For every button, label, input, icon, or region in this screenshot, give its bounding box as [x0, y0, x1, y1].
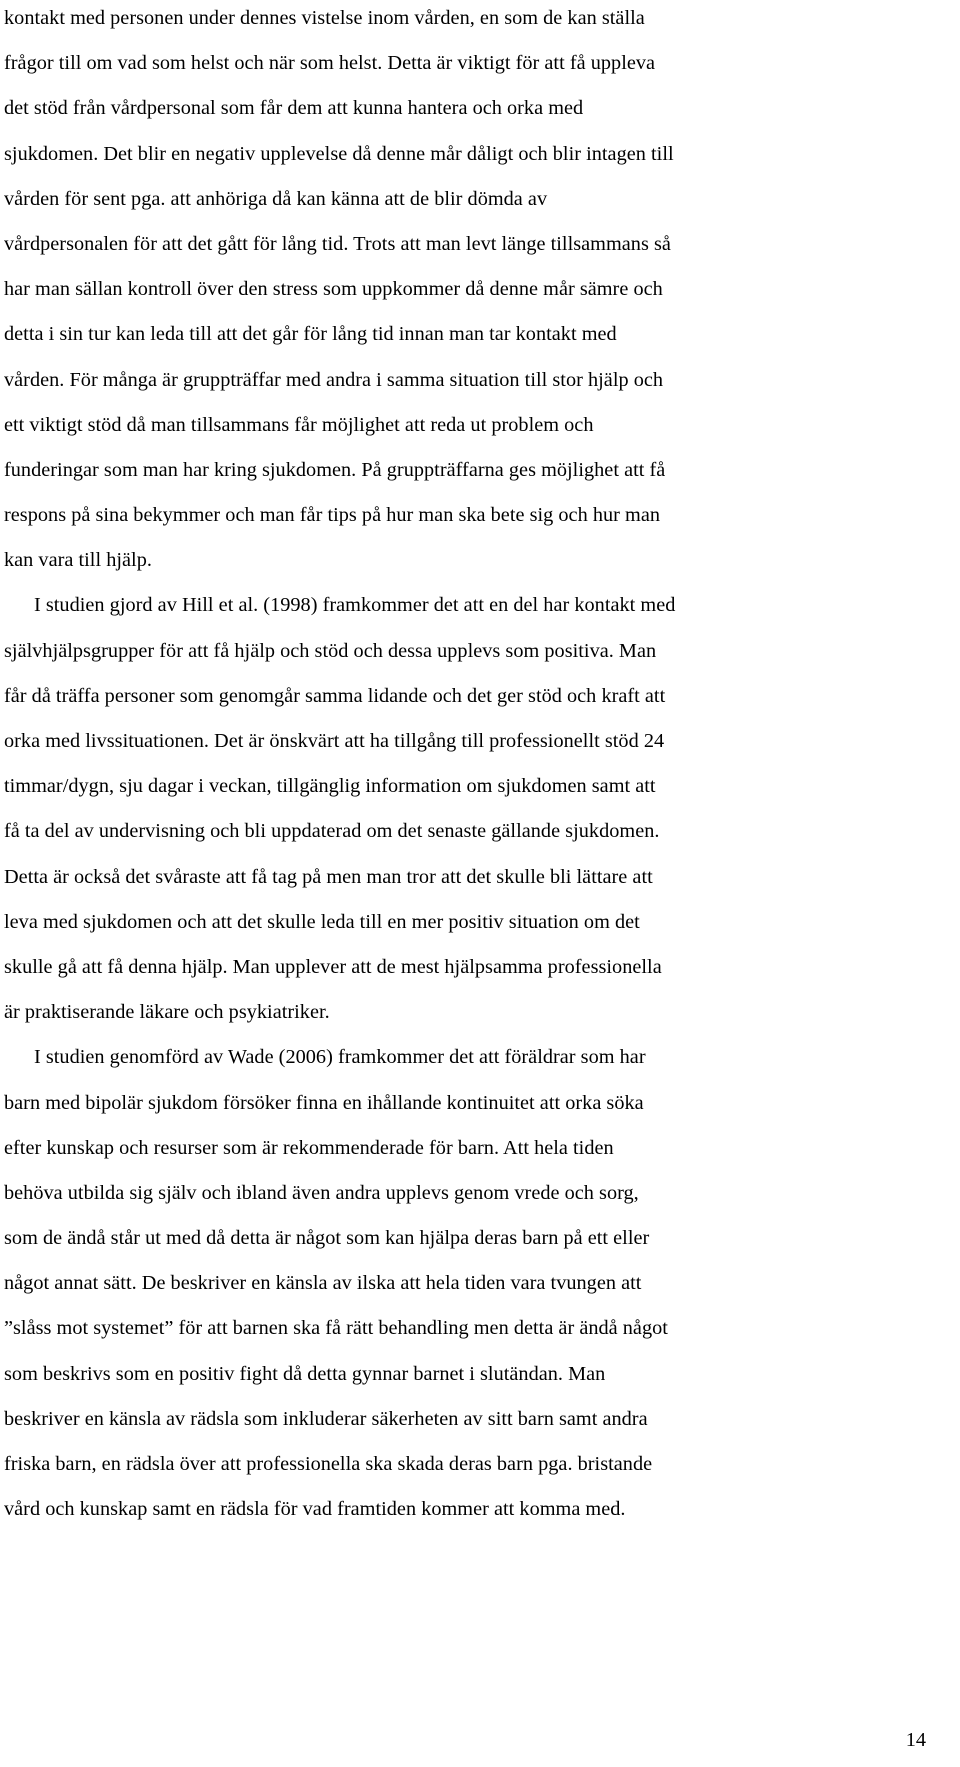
text-line: självhjälpsgrupper för att få hjälp och stöd och dessa upplevs som positiva. Man	[4, 639, 657, 662]
text-line: får då träffa personer som genomgår samma lidande och det ger stöd och kraft att	[4, 684, 666, 707]
text-line: leva med sjukdomen och att det skulle leda till en mer positiv situation om det	[4, 910, 640, 933]
text-line: ”slåss mot systemet” för att barnen ska få rätt behandling men detta är ändå något	[4, 1317, 668, 1340]
text-line: något annat sätt. De beskriver en känsla av ilska att hela tiden vara tvungen att	[4, 1272, 642, 1295]
text-line: vården. För många är gruppträffar med andra i samma situation till stor hjälp och	[4, 368, 664, 391]
text-line: har man sällan kontroll över den stress som uppkommer då denne mår sämre och	[4, 278, 663, 301]
text-line: friska barn, en rädsla över att professionella ska skada deras barn pga. bristande	[4, 1453, 653, 1475]
text-line: funderingar som man har kring sjukdomen. På gruppträffarna ges möjlighet att få	[4, 458, 666, 481]
text-line: vårdpersonalen för att det gått för lång tid. Trots att man levt länge tillsammans så	[4, 232, 671, 255]
text-line: behöva utbilda sig själv och ibland även andra upplevs genom vrede och sorg,	[4, 1181, 639, 1204]
text-line: skulle gå att få denna hjälp. Man upplever att de mest hjälpsamma professionella	[4, 955, 662, 978]
text-line: sjukdomen. Det blir en negativ upplevelse då denne mår dåligt och blir intagen till	[4, 142, 674, 165]
text-line: I studien genomförd av Wade (2006) framkommer det att föräldrar som har	[34, 1046, 646, 1069]
text-line: efter kunskap och resurser som är rekommenderade för barn. Att hela tiden	[4, 1136, 614, 1159]
text-line: det stöd från vårdpersonal som får dem att kunna hantera och orka med	[4, 97, 584, 120]
text-line: beskriver en känsla av rädsla som inkluderar säkerheten av sitt barn samt andra	[4, 1407, 648, 1430]
text-line: frågor till om vad som helst och när som helst. Detta är viktigt för att få uppleva	[4, 52, 656, 75]
text-line: kontakt med personen under dennes vistelse inom vården, en som de kan ställa	[4, 7, 645, 29]
text-line: vården för sent pga. att anhöriga då kan känna att de blir dömda av	[4, 187, 548, 210]
text-line: få ta del av undervisning och bli uppdaterad om det senaste gällande sjukdomen.	[4, 820, 660, 843]
text-line: ett viktigt stöd då man tillsammans får möjlighet att reda ut problem och	[4, 413, 594, 436]
text-line: som beskrivs som en positiv fight då detta gynnar barnet i slutändan. Man	[4, 1362, 606, 1385]
body-text	[4, 0, 844, 1536]
text-line: kan vara till hjälp.	[4, 549, 152, 572]
text-line: detta i sin tur kan leda till att det går för lång tid innan man tar kontakt med	[4, 323, 617, 346]
text-line: vård och kunskap samt en rädsla för vad framtiden kommer att komma med.	[4, 1498, 626, 1521]
text-line: orka med livssituationen. Det är önskvärt att ha tillgång till professionellt stöd 24	[4, 730, 665, 752]
text-line: timmar/dygn, sju dagar i veckan, tillgänglig information om sjukdomen samt att	[4, 775, 656, 798]
text-line: som de ändå står ut med då detta är något som kan hjälpa deras barn på ett eller	[4, 1227, 650, 1250]
text-line: barn med bipolär sjukdom försöker finna en ihållande kontinuitet att orka söka	[4, 1091, 644, 1114]
text-line: Detta är också det svåraste att få tag på men man tror att det skulle bli lättare att	[4, 865, 653, 888]
text-line: I studien gjord av Hill et al. (1998) framkommer det att en del har kontakt med	[34, 594, 676, 617]
page-number: 14	[905, 1729, 926, 1751]
text-line: är praktiserande läkare och psykiatriker.	[4, 1001, 330, 1024]
text-line: respons på sina bekymmer och man får tips på hur man ska bete sig och hur man	[4, 504, 660, 527]
